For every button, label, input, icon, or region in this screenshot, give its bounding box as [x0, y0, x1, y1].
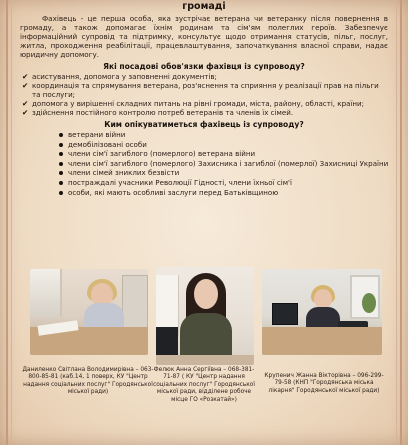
staff-caption-2: Фелюк Анна Сергіївна – 068-381-71-87 ( КУ "Центр надання соціальних послуг" Городянської міської ради, відділене робоче місце ГО «Розкатай»)	[153, 367, 255, 403]
beneficiary-text: демобілізовані особи	[68, 139, 147, 149]
beneficiary-text: постраждалі учасники Революції Гідності, члени їхньої сім'ї	[68, 177, 292, 187]
checkmark-icon: ✔	[22, 72, 29, 81]
checkmark-icon: ✔	[22, 81, 29, 90]
beneficiary-text: члени сім'ї загиблого (померлого) Захисника і загиблої (померлої) Захисниці України	[68, 158, 389, 168]
photo-plant	[362, 293, 376, 313]
duty-text: асистування, допомога у заповненні документів;	[32, 72, 217, 81]
bullet-icon	[59, 191, 63, 195]
duty-item	[22, 72, 386, 81]
bullet-icon	[59, 152, 63, 156]
beneficiary-item	[58, 188, 394, 198]
photo-person-head	[314, 289, 332, 309]
beneficiaries-list	[58, 130, 394, 197]
duty-text: здійснення постійного контролю потреб ветеранів та членів їх сімей.	[32, 108, 294, 117]
content	[14, 0, 394, 197]
duty-text: допомога у вирішенні складних питань на рівні громади, міста, району, області, країни;	[32, 99, 365, 108]
intro-paragraph: Фахівець - це перша особа, яка зустрічає ветерана чи ветеранку після повернення в громаду, а також допомагає їхнім родинам та сім'ям полеглих героїв. Забезпечує інформаційний супровід та підтримку, консультує щодо отримання статусів, пільг, послуг, житла, проходження реабілітації, працевлаштування, започаткування власної справи, надає юридичну допомогу.	[20, 14, 388, 59]
duty-item	[22, 81, 386, 99]
staff-caption-1: Даниленко Світлана Володимирівна – 063-800-85-81 (каб.14, 1 поверх, КУ "Центр надання соціальних послуг" Городянської міської ради)	[22, 367, 154, 396]
duties-heading: Які посадові обов'язки фахівця із супроводу?	[103, 62, 305, 71]
page-title: громаді	[182, 1, 226, 12]
duty-item	[22, 99, 386, 108]
bullet-icon	[59, 143, 63, 147]
photo-person-face	[194, 279, 218, 309]
photo-desk	[156, 355, 254, 365]
beneficiary-item	[58, 130, 394, 140]
bullet-icon	[59, 181, 63, 185]
bullet-icon	[59, 133, 63, 137]
duty-item	[22, 108, 386, 117]
photo-monitor	[272, 303, 298, 325]
beneficiary-text: члени сім'ї загиблого (померлого) ветерана війни	[68, 149, 256, 159]
beneficiary-item	[58, 149, 394, 159]
checkmark-icon: ✔	[22, 99, 29, 108]
beneficiary-item	[58, 168, 394, 178]
beneficiary-item	[58, 178, 394, 188]
staff-photo-3	[262, 269, 382, 355]
duty-text: координація та спрямування ветерана, роз'яснення та сприяння у реалізації прав на пільги та послуги;	[32, 81, 379, 99]
beneficiary-text: особи, які мають особливі заслуги перед Батьківщиною	[68, 187, 279, 197]
checkmark-icon: ✔	[22, 108, 29, 117]
beneficiary-item	[58, 140, 394, 150]
beneficiaries-heading: Ким опікуватиметься фахівець із супроводу?	[104, 120, 304, 129]
bullet-icon	[59, 162, 63, 166]
beneficiary-text: члени сімей зниклих безвісти	[68, 168, 180, 178]
bullet-icon	[59, 171, 63, 175]
staff-photo-1	[30, 269, 148, 355]
staff-caption-3: Крупенич Жанна Вікторівна – 096-299-79-58 (КНП "Городянська міська лікарня" Городянської міської ради)	[264, 373, 384, 394]
beneficiary-text: ветерани війни	[68, 130, 126, 139]
photo-monitor	[156, 327, 178, 357]
photo-desk	[262, 327, 382, 355]
staff-photos	[0, 267, 408, 443]
photo-shelf	[122, 275, 148, 333]
duties-list	[22, 72, 386, 117]
photo-window	[30, 269, 62, 317]
beneficiary-item	[58, 159, 394, 169]
staff-photo-2	[156, 267, 254, 365]
